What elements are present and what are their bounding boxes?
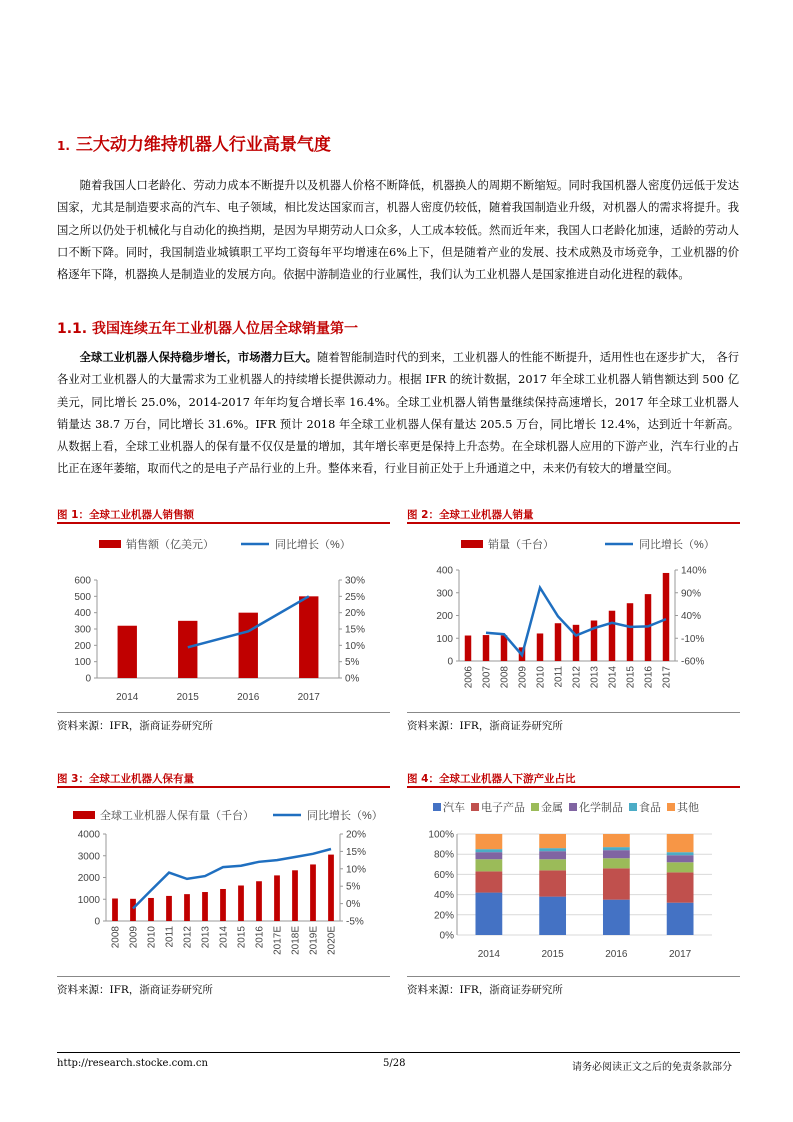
stacked-bar-segment	[475, 893, 502, 935]
fig3-top-rule	[57, 786, 390, 788]
stacked-bar-segment	[603, 868, 630, 899]
bar	[274, 875, 280, 921]
growth-line	[133, 849, 331, 909]
y-left-tick-label: 0	[447, 656, 453, 668]
y-left-tick-label: 4000	[77, 829, 100, 841]
x-tick-label: 2017	[661, 666, 673, 689]
bar	[148, 898, 154, 921]
y-right-tick-label: 10%	[345, 640, 366, 652]
stacked-bar-segment	[475, 834, 502, 849]
stacked-bar-segment	[475, 852, 502, 859]
fig1-sales-revenue-chart	[57, 525, 390, 710]
x-tick-label: 2015	[541, 949, 564, 960]
fig4-source: 资料来源：IFR，浙商证券研究所	[407, 984, 563, 996]
x-tick-label: 2014	[607, 666, 619, 689]
bar	[220, 889, 226, 921]
legend-swatch	[433, 803, 441, 811]
stacked-bar-segment	[667, 834, 694, 852]
stacked-bar-segment	[603, 850, 630, 858]
x-tick-label: 2016	[237, 692, 260, 703]
x-tick-label: 2014	[116, 692, 139, 703]
y-tick-label: 80%	[433, 849, 454, 861]
stacked-bar-segment	[539, 897, 566, 935]
bar	[483, 635, 489, 661]
legend-label: 电子产品	[481, 802, 525, 814]
legend-swatch	[531, 803, 539, 811]
stacked-bar-segment	[667, 855, 694, 862]
footer-url[interactable]: http://research.stocke.com.cn	[57, 1058, 208, 1069]
x-tick-label: 2013	[200, 926, 212, 949]
x-tick-label: 2008	[110, 926, 122, 949]
legend-bar-label: 销售额（亿美元）	[126, 539, 214, 551]
x-tick-label: 2019E	[308, 926, 320, 955]
x-tick-label: 2018E	[290, 926, 302, 955]
fig1-top-rule	[57, 522, 390, 524]
stacked-bar-segment	[539, 851, 566, 859]
footer-rule	[57, 1052, 740, 1053]
y-left-tick-label: 100	[436, 633, 453, 645]
fig1-bottom-rule	[57, 712, 390, 713]
y-right-tick-label: -10%	[681, 633, 705, 645]
subsection-title: 我国连续五年工业机器人位居全球销量第一	[92, 321, 358, 337]
x-tick-label: 2015	[625, 666, 637, 689]
x-tick-label: 2014	[477, 949, 500, 960]
x-tick-label: 2011	[553, 666, 565, 688]
stacked-bar-segment	[539, 870, 566, 896]
fig2-top-rule	[407, 522, 740, 524]
y-left-tick-label: 200	[436, 611, 453, 622]
bar	[118, 626, 137, 678]
y-left-tick-label: 600	[74, 575, 91, 587]
y-right-tick-label: 140%	[681, 565, 707, 577]
fig3-bottom-rule	[57, 976, 390, 977]
x-tick-label: 2017	[669, 949, 692, 960]
bar	[537, 633, 543, 661]
fig4-downstream-share-chart	[407, 789, 740, 974]
legend-line-label: 同比增长（%）	[275, 539, 351, 551]
y-right-tick-label: 5%	[346, 881, 361, 893]
legend-swatch	[569, 803, 577, 811]
bar	[184, 894, 190, 921]
stacked-bar-segment	[603, 900, 630, 935]
legend-label: 汽车	[443, 802, 465, 814]
bar	[202, 892, 208, 921]
fig4-bottom-rule	[407, 976, 740, 977]
y-left-tick-label: 3000	[77, 851, 100, 863]
legend-bar-label: 销量（千台）	[488, 539, 554, 551]
x-tick-label: 2012	[182, 926, 194, 949]
fig2-source: 资料来源：IFR，浙商证券研究所	[407, 720, 563, 732]
fig4-title: 图 4：全球工业机器人下游产业占比	[407, 773, 576, 785]
fig3-source: 资料来源：IFR，浙商证券研究所	[57, 984, 213, 996]
stacked-bar-segment	[539, 848, 566, 851]
legend-bar-label: 全球工业机器人保有量（千台）	[100, 810, 254, 822]
x-tick-label: 2015	[236, 926, 248, 949]
y-right-tick-label: 10%	[346, 864, 367, 876]
fig2-title: 图 2：全球工业机器人销量	[407, 509, 534, 521]
x-tick-label: 2012	[571, 666, 583, 689]
subsection-heading	[57, 318, 358, 338]
y-right-tick-label: 15%	[345, 624, 366, 636]
legend-swatch	[629, 803, 637, 811]
y-tick-label: 100%	[428, 829, 454, 841]
legend-line-label: 同比增长（%）	[307, 810, 383, 822]
legend-label: 食品	[639, 802, 661, 814]
x-tick-label: 2020E	[326, 926, 338, 955]
x-tick-label: 2017	[297, 692, 320, 703]
stacked-bar-segment	[475, 859, 502, 871]
bar	[238, 886, 244, 921]
y-left-tick-label: 400	[74, 608, 91, 620]
x-tick-label: 2015	[176, 692, 199, 703]
legend-swatch	[471, 803, 479, 811]
body-text: 随着智能制造时代的到来，工业机器人的性能不断提升，适用性也在逐步扩大， 各行各业对工业机器人的大量需求为工业机器人的持续增长提供源动力。根据 IFR 的统计数据，2017 年全球工业机器人销售额达到 500 亿美元，同比增长 25.0%，2014-2017 年年均复合增长率 16.4%。全球工业机器人销售量继续保持高速增长，2017 年全球工业机器人销量达 38.7 万台，同比增长 31.6%。IFR 预计 2018 年全球工业机器人保有量达 205.5 万台，同比增长 12.4%，达到近十年新高。从数据上看，全球工业机器人的保有量不仅仅是量的增加，其年增长率更是保持上升态势。在全球机器人应用的下游产业，汽车行业的占比正在逐年萎缩，取而代之的是电子产品行业的上升。整体来看，行业目前正处于上升通道之中，未来仍有较大的增量空间。	[57, 351, 739, 476]
stacked-bar-segment	[667, 862, 694, 872]
y-right-tick-label: -5%	[346, 916, 364, 928]
x-tick-label: 2006	[463, 666, 475, 689]
x-tick-label: 2008	[499, 666, 511, 689]
bar	[465, 636, 471, 661]
body-bold-lead: 全球工业机器人保持稳步增长，市场潜力巨大。	[79, 351, 318, 364]
bar	[627, 603, 633, 661]
y-right-tick-label: 90%	[681, 588, 702, 600]
y-right-tick-label: 40%	[681, 611, 702, 622]
y-left-tick-label: 200	[74, 640, 91, 652]
x-tick-label: 2010	[146, 926, 158, 949]
y-right-tick-label: 25%	[345, 591, 366, 603]
y-tick-label: 40%	[433, 890, 454, 902]
x-tick-label: 2007	[481, 666, 493, 689]
fig4-top-rule	[407, 786, 740, 788]
x-tick-label: 2014	[218, 926, 230, 949]
y-right-tick-label: 0%	[345, 673, 360, 685]
subsection-number: 1.1.	[57, 321, 88, 337]
bar	[663, 573, 669, 661]
stacked-bar-segment	[667, 852, 694, 855]
y-left-tick-label: 300	[436, 588, 453, 600]
stacked-bar-segment	[667, 903, 694, 935]
bar	[573, 625, 579, 661]
x-tick-label: 2016	[605, 949, 628, 960]
fig1-source: 资料来源：IFR，浙商证券研究所	[57, 720, 213, 732]
fig2-sales-volume-chart	[407, 525, 740, 710]
y-left-tick-label: 500	[74, 591, 91, 603]
bar	[178, 621, 197, 678]
bar	[256, 881, 262, 921]
bar	[292, 870, 298, 921]
stacked-bar-segment	[475, 849, 502, 852]
intro-paragraph-text: 随着我国人口老龄化、劳动力成本不断提升以及机器人价格不断降低，机器换人的周期不断缩短。同时我国机器人密度仍远低于发达国家，尤其是制造要求高的汽车、电子领域，相比发达国家而言，机器人密度仍较低，随着我国制造业升级，对机器人的需求将提升。我国之所以仍处于机械化与自动化的换挡期，是因为早期劳动人口众多，人工成本较低。然而近年来，我国人口老龄化加速，适龄的劳动人口不断下降。同时，我国制造业城镇职工平均工资每年平均增速在6%上下，但是随着产业的发展、技术成熟及市场竞争，工业机器的价格逐年下降，机器换人是制造业的发展方向。依据中游制造业的行业属性，我们认为工业机器人是国家推进自动化进程的载体。	[57, 179, 739, 282]
y-right-tick-label: 0%	[346, 899, 361, 911]
footer-page-number: 5/28	[383, 1058, 406, 1069]
y-right-tick-label: 20%	[345, 608, 366, 620]
y-left-tick-label: 100	[74, 657, 91, 669]
stacked-bar-segment	[475, 871, 502, 892]
y-tick-label: 0%	[439, 930, 454, 942]
stacked-bar-segment	[603, 834, 630, 847]
stacked-bar-segment	[539, 859, 566, 870]
legend-line-label: 同比增长（%）	[639, 539, 715, 551]
bar	[328, 855, 334, 921]
fig1-title: 图 1：全球工业机器人销售额	[57, 509, 194, 521]
legend-swatch	[667, 803, 675, 811]
bar	[112, 898, 118, 921]
x-tick-label: 2017E	[272, 926, 284, 955]
y-right-tick-label: 15%	[346, 846, 367, 858]
intro-paragraph	[57, 175, 739, 286]
legend-label: 化学制品	[579, 802, 623, 814]
y-left-tick-label: 300	[74, 624, 91, 636]
stacked-bar-segment	[603, 858, 630, 868]
fig3-title: 图 3：全球工业机器人保有量	[57, 773, 194, 785]
legend-label: 金属	[541, 802, 563, 814]
bar	[310, 864, 316, 921]
y-right-tick-label: 20%	[346, 829, 367, 841]
bar	[299, 596, 318, 678]
x-tick-label: 2009	[517, 666, 529, 689]
y-right-tick-label: -60%	[681, 656, 705, 668]
stacked-bar-segment	[667, 872, 694, 902]
x-tick-label: 2010	[535, 666, 547, 689]
section-heading	[57, 130, 331, 155]
section-number: 1.	[57, 139, 70, 153]
y-left-tick-label: 2000	[77, 873, 100, 884]
stacked-bar-segment	[603, 847, 630, 850]
bar	[609, 611, 615, 661]
x-tick-label: 2013	[589, 666, 601, 689]
legend-label: 其他	[677, 802, 699, 814]
y-left-tick-label: 0	[94, 916, 100, 928]
y-tick-label: 60%	[433, 869, 454, 881]
legend-bar-swatch	[73, 811, 95, 819]
fig2-bottom-rule	[407, 712, 740, 713]
bar	[501, 635, 507, 661]
stacked-bar-segment	[539, 834, 566, 848]
y-right-tick-label: 5%	[345, 657, 360, 669]
y-right-tick-label: 30%	[345, 575, 366, 587]
x-tick-label: 2016	[254, 926, 266, 949]
x-tick-label: 2016	[643, 666, 655, 689]
fig3-installed-base-chart	[57, 789, 390, 974]
bar	[555, 623, 561, 661]
legend-bar-swatch	[461, 540, 483, 548]
legend-bar-swatch	[99, 540, 121, 548]
footer-disclaimer: 请务必阅读正文之后的免责条款部分	[572, 1062, 732, 1073]
y-tick-label: 20%	[433, 910, 454, 922]
body-paragraph	[57, 347, 739, 481]
section-title: 三大动力维持机器人行业高景气度	[75, 135, 331, 155]
bar	[130, 899, 136, 921]
y-left-tick-label: 1000	[77, 894, 100, 906]
bar	[166, 896, 172, 921]
bar	[239, 613, 258, 678]
x-tick-label: 2009	[128, 926, 140, 949]
x-tick-label: 2011	[164, 926, 176, 948]
y-left-tick-label: 0	[85, 673, 91, 685]
y-left-tick-label: 400	[436, 565, 453, 577]
